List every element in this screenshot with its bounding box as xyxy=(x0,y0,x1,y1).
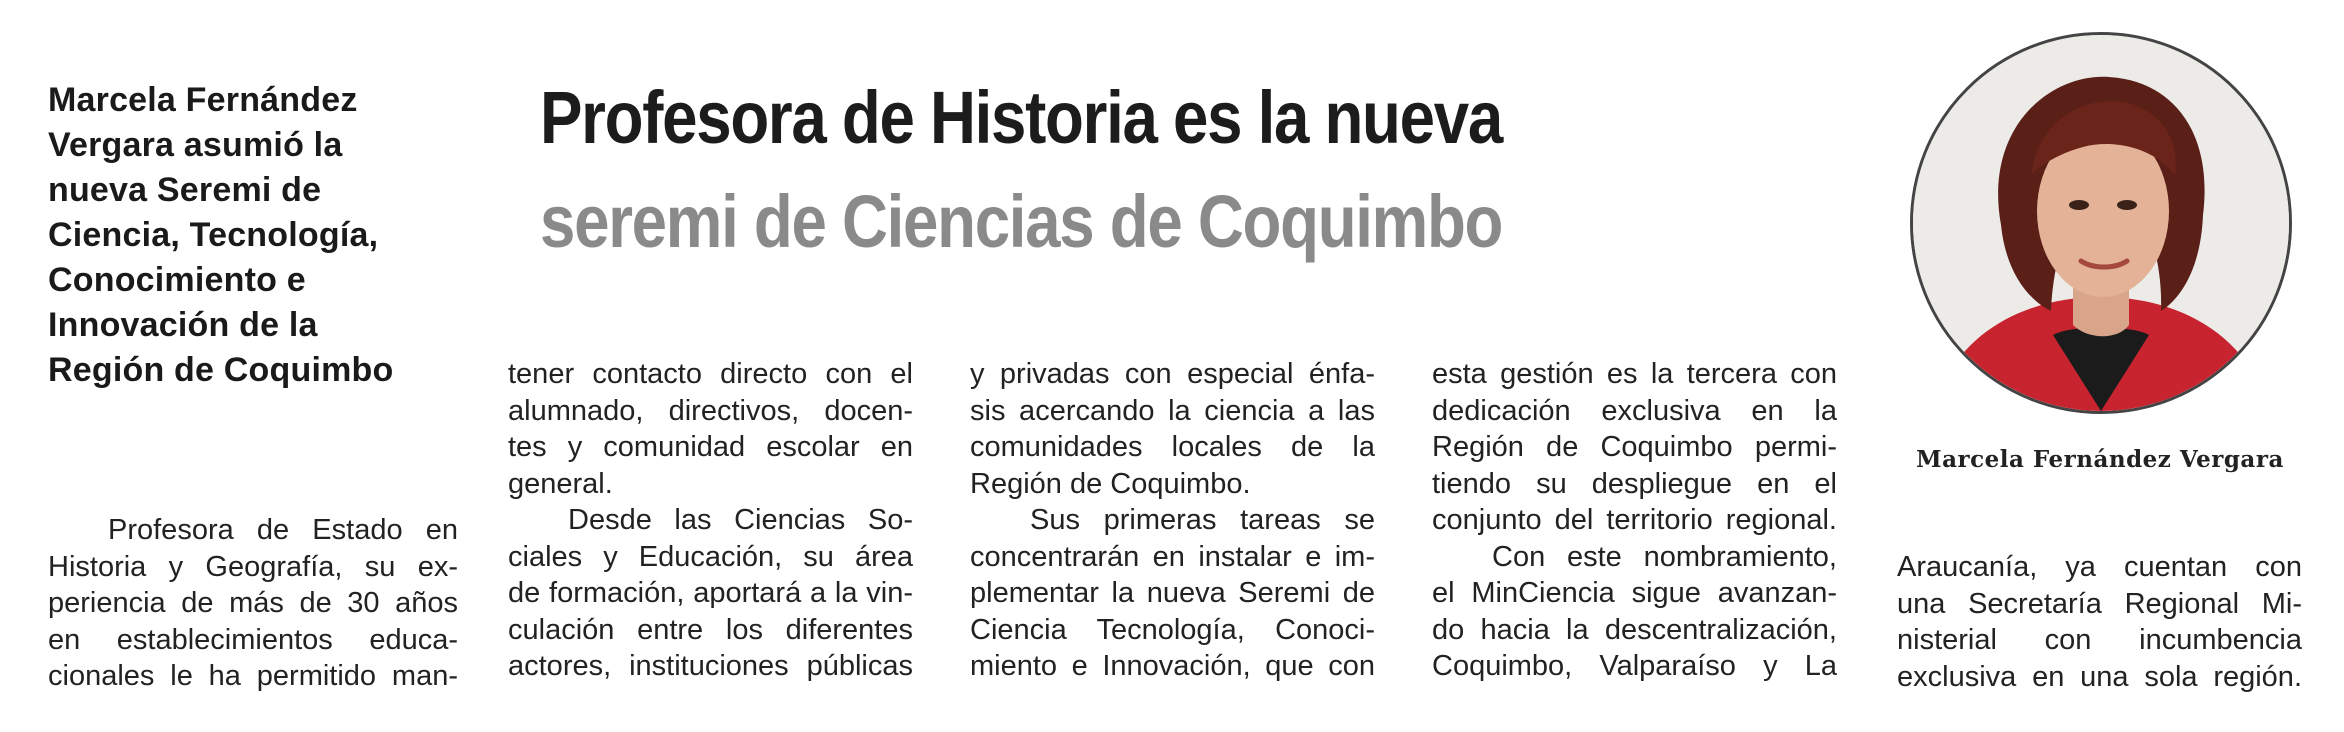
kicker-line: Ciencia, Tecnología, xyxy=(48,216,379,254)
text-line: periencia de más de 30 años xyxy=(48,587,458,619)
text-line: dedicación exclusiva en la xyxy=(1432,394,1837,427)
kicker-line: Región de Coquimbo xyxy=(48,351,394,389)
text-line: Ciencia Tecnología, Conoci- xyxy=(970,613,1375,646)
text-line: Región de Coquimbo. xyxy=(970,467,1251,500)
text-line: miento e Innovación, que con xyxy=(970,650,1375,682)
text-line: esta gestión es la tercera con xyxy=(1432,358,1837,390)
text-line: Región de Coquimbo permi- xyxy=(1432,431,1837,463)
text-line: comunidades locales de la xyxy=(970,431,1375,463)
article-column-2 xyxy=(508,356,913,685)
text-line: concentrarán en instalar e im- xyxy=(970,540,1375,573)
text-line: exclusiva en una sola región. xyxy=(1897,660,2302,693)
text-line: Profesora de Estado en xyxy=(108,514,458,546)
text-line: en establecimientos educa- xyxy=(48,623,458,656)
text-line: Araucanía, ya cuentan con xyxy=(1897,551,2302,583)
article-kicker xyxy=(48,78,468,393)
article-column-5 xyxy=(1897,549,2302,695)
article-column-3 xyxy=(970,356,1375,685)
text-line: plementar la nueva Seremi de xyxy=(970,577,1375,609)
text-line: Coquimbo, Valparaíso y La xyxy=(1432,650,1837,682)
headline-line-1: Profesora de Historia es la nueva xyxy=(540,76,1502,159)
kicker-line: nueva Seremi de xyxy=(48,171,322,209)
text-line: tener contacto directo con el xyxy=(508,358,913,390)
article-column-1 xyxy=(48,512,458,695)
text-line: cionales le ha permitido man- xyxy=(48,660,458,692)
text-line: do hacia la descentralización, xyxy=(1432,613,1837,646)
text-line: alumnado, directivos, docen- xyxy=(508,394,913,427)
text-line: sis acercando la ciencia a las xyxy=(970,394,1375,427)
text-line: ciales y Educación, su área xyxy=(508,540,913,573)
text-line: de formación, aportará a la vin- xyxy=(508,577,913,609)
text-line: Desde las Ciencias So- xyxy=(568,504,913,536)
text-line: una Secretaría Regional Mi- xyxy=(1897,587,2302,620)
text-line: actores, instituciones públicas xyxy=(508,650,913,682)
text-line: nisterial con incumbencia xyxy=(1897,624,2302,656)
text-line: el MinCiencia sigue avanzan- xyxy=(1432,577,1837,609)
article-column-4 xyxy=(1432,356,1837,685)
text-line: Con este nombramiento, xyxy=(1492,540,1837,573)
portrait-illustration xyxy=(1913,35,2289,411)
text-line: general. xyxy=(508,467,613,500)
text-line: Historia y Geografía, su ex- xyxy=(48,550,458,583)
photo-caption: Marcela Fernández Vergara xyxy=(1916,446,2284,473)
kicker-line: Innovación de la xyxy=(48,306,318,344)
text-line: Sus primeras tareas se xyxy=(1030,504,1375,536)
text-line: culación entre los diferentes xyxy=(508,613,913,646)
text-line: tiendo su despliegue en el xyxy=(1432,467,1837,500)
kicker-line: Conocimiento e xyxy=(48,261,306,299)
text-line: y privadas con especial énfa- xyxy=(970,358,1375,390)
text-line: conjunto del territorio regional. xyxy=(1432,504,1837,536)
portrait-photo xyxy=(1910,32,2292,414)
text-line: tes y comunidad escolar en xyxy=(508,431,913,463)
kicker-line: Marcela Fernández xyxy=(48,81,358,119)
kicker-line: Vergara asumió la xyxy=(48,126,343,164)
headline-line-2: seremi de Ciencias de Coquimbo xyxy=(540,180,1503,263)
